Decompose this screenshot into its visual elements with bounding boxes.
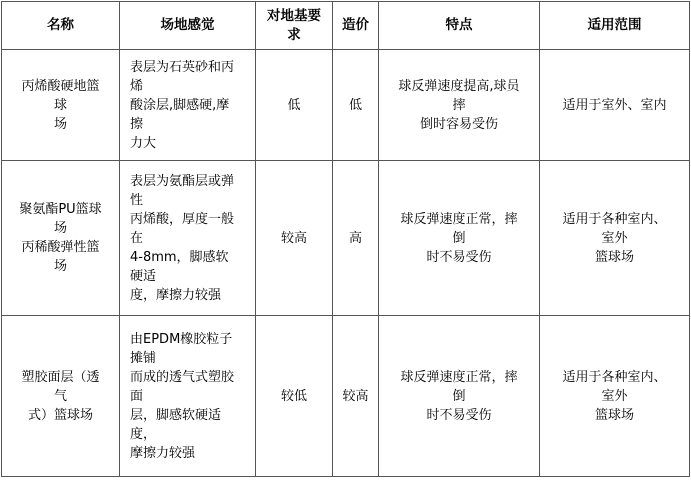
cell-cost: 低 [333,50,379,161]
header-feel: 场地感觉 [120,2,256,50]
header-scope: 适用范围 [540,2,690,50]
table-row [2,316,690,477]
cell-scope: 适用于各种室内、 室外 篮球场 [540,161,690,316]
header-foundation: 对地基要 求 [256,2,333,50]
cell-foundation: 低 [256,50,333,161]
basketball-court-comparison-table [1,1,690,477]
cell-feature: 球反弹速度提高,球员 摔 倒时容易受伤 [379,50,540,161]
cell-name: 塑胶面层（透 气 式）篮球场 [2,316,120,477]
cell-cost: 较高 [333,316,379,477]
cell-foundation: 较低 [256,316,333,477]
table-row [2,161,690,316]
cell-scope: 适用于各种室内、 室外 篮球场 [540,316,690,477]
cell-feel: 表层为氨酯层或弹 性 丙烯酸，厚度一般 在 4-8mm，脚感软 硬适 度，摩擦力较强 [120,161,256,316]
cell-name: 聚氨酯PU篮球 场 丙稀酸弹性篮 场 [2,161,120,316]
header-row [2,2,690,50]
cell-foundation: 较高 [256,161,333,316]
cell-scope: 适用于室外、室内 [540,50,690,161]
cell-name: 丙烯酸硬地篮 球 场 [2,50,120,161]
cell-feel: 由EPDM橡胶粒子 摊铺 而成的透气式塑胶 面 层，脚感软硬适 度， 摩擦力较强 [120,316,256,477]
header-feature: 特点 [379,2,540,50]
cell-cost: 高 [333,161,379,316]
header-cost: 造价 [333,2,379,50]
cell-feature: 球反弹速度正常，摔 倒 时不易受伤 [379,316,540,477]
table-row [2,50,690,161]
header-name: 名称 [2,2,120,50]
cell-feel: 表层为石英砂和丙 烯 酸涂层,脚感硬,摩 擦 力大 [120,50,256,161]
cell-feature: 球反弹速度正常，摔 倒 时不易受伤 [379,161,540,316]
